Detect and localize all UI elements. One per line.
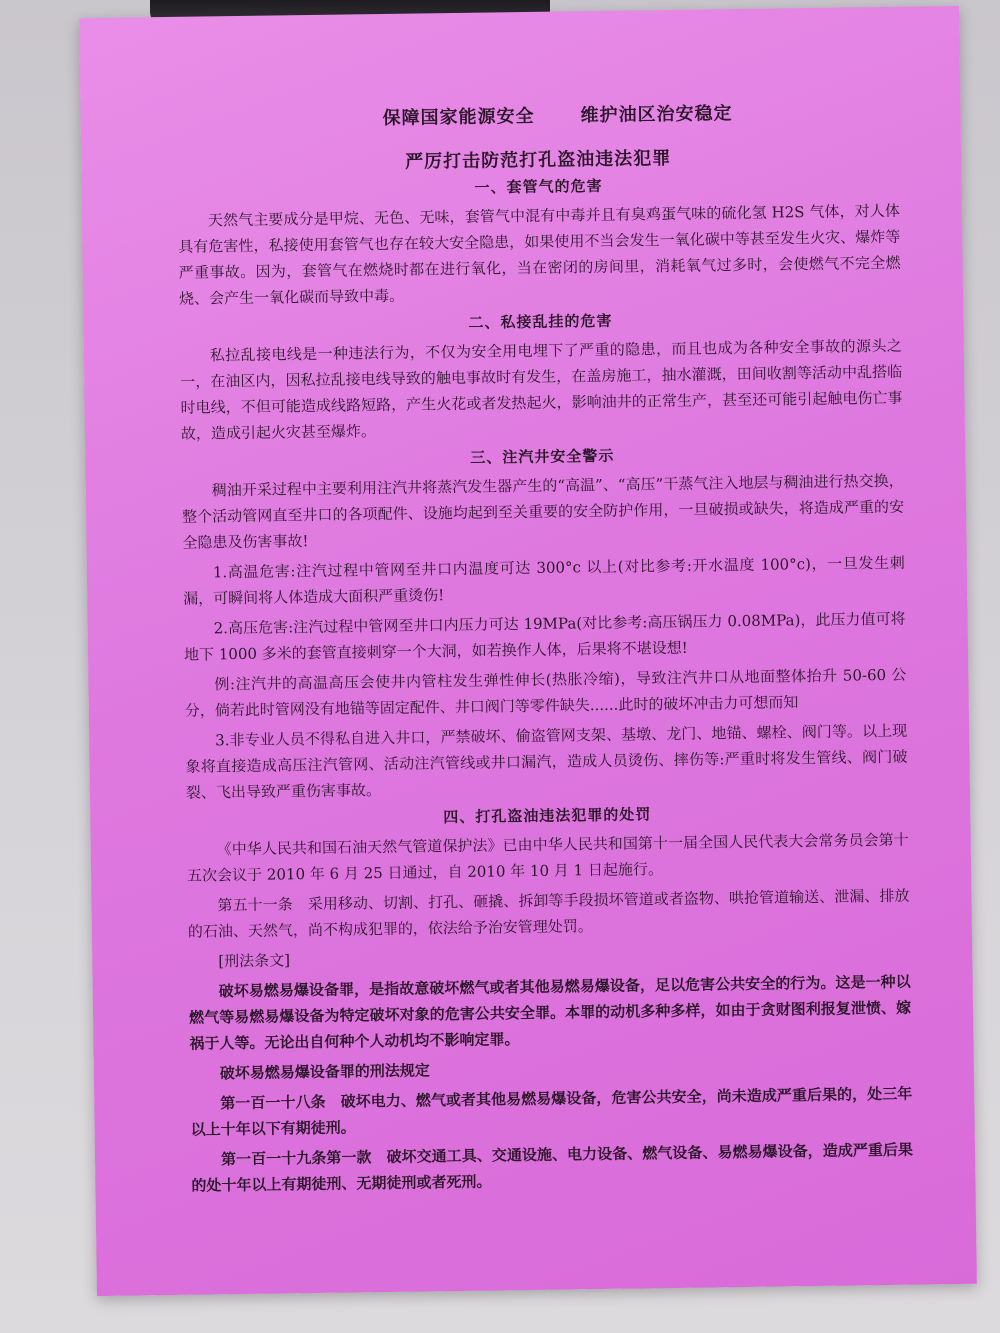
document-sheet xyxy=(79,6,977,1296)
paragraph: 2.高压危害:注汽过程中管网至井口内压力可达 19MPa(对比参考:高压锅压力 0.08MPa)，此压力值可将地下 1000 多米的套管直接刺穿一个大洞，如若换作人体，后果将不堪设想! xyxy=(183,609,906,664)
crime-definition: 破坏易燃易爆设备罪，是指故意破坏燃气或者其他易燃易爆设备，足以危害公共安全的行为。这是一种以燃气等易燃易爆设备为特定破坏对象的危害公共安全罪。本罪的动机多种多样，如由于贪财图利报复泄愤、嫁祸于人等。无论出自何种个人动机均不影响定罪。 xyxy=(188,972,912,1053)
paragraph: 第五十一条 采用移动、切割、打孔、砸撬、拆卸等手段损坏管道或者盗物、哄抢管道输送、泄漏、排放的石油、天然气，尚不构成犯罪的，依法给予治安管理处罚。 xyxy=(187,886,910,941)
document-title xyxy=(176,97,898,133)
section-heading: 二、私接乱挂的危害 xyxy=(468,311,613,332)
title-left: 保障国家能源安全 xyxy=(382,105,535,129)
article-118: 第一百一十八条 破坏电力、燃气或者其他易燃易爆设备，危害公共安全，尚未造成严重后果的，处三年以上十年以下有期徒刑。 xyxy=(190,1084,913,1139)
paragraph: 天然气主要成分是甲烷、无色、无味，套管气中混有中毒并且有臭鸡蛋气味的硫化氢 H2S 气体，对人体具有危害性，私接使用套管气也存在较大安全隐患，如果使用不当会发生一氧化碳中等甚至发生火灾、爆炸等严重事故。因为，套管气在燃烧时都在进行氧化，当在密闭的房间里，消耗氧气过多时，会使燃气不完全燃烧、会产生一氧化碳而导致中毒。 xyxy=(178,201,901,308)
title-right: 维护油区治安稳定 xyxy=(580,103,733,127)
penalty-heading: 破坏易燃易爆设备罪的刑法规定 xyxy=(219,1061,430,1083)
section-heading: 三、注汽井安全警示 xyxy=(470,446,615,467)
article-119: 第一百一十九条第一款 破坏交通工具、交通设施、电力设备、燃气设备、易燃易爆设备，造成严重后果的处十年以上有期徒刑、无期徒刑或者死刑。 xyxy=(191,1140,914,1195)
section-heading: 四、打孔盗油违法犯罪的处罚 xyxy=(443,805,652,827)
document-subtitle: 严厉打击防范打孔盗油违法犯罪 xyxy=(405,147,672,173)
section-heading: 一、套管气的危害 xyxy=(474,176,603,197)
paragraph: 私拉乱接电线是一种违法行为，不仅为安全用电埋下了严重的隐患，而且也成为各种安全事故的源头之一，在油区内，因私拉乱接电线导致的触电事故时有发生，在盖房施工，抽水灌溉，田间收割等活动中乱搭临时电线，不但可能造成线路短路，产生火花或者发热起火，影响油井的正常生产，甚至还可能引起触电伤亡事故，造成引起火灾甚至爆炸。 xyxy=(180,336,903,443)
paragraph: 1.高温危害:注汽过程中管网至井口内温度可达 300°c 以上(对比参考:开水温度 100°c)，一旦发生刺漏，可瞬间将人体造成大面积严重烫伤! xyxy=(183,553,905,608)
paragraph: 3.非专业人员不得私自进入井口，严禁破坏、偷盗管网支架、基墩、龙门、地锚、螺栓、阀门等。以上现象将直接造成高压注汽管网、活动注汽管线或井口漏汽，造成人员烫伤、摔伤等:严重时将发生管线、阀门破裂、飞出导致严重伤害事故。 xyxy=(185,721,908,802)
title-gap xyxy=(535,121,581,122)
paragraph: [刑法条文] xyxy=(218,951,291,971)
paragraph: 稠油开采过程中主要利用注汽井将蒸汽发生器产生的“高温”、“高压”干蒸气注入地层与稠油进行热交换，整个活动管网直至井口的各项配件、设施均起到至关重要的安全防护作用，一旦破损或缺失，将造成严重的安全隐患及伤害事故! xyxy=(181,471,905,552)
paragraph: 例:注汽井的高温高压会使井内管柱发生弹性伸长(热胀冷缩)，导致注汽井口从地面整体抬升 50-60 公分，倘若此时管网没有地锚等固定配件、井口阀门等零件缺失......此时的破坏冲击力可想而知 xyxy=(184,665,907,720)
paragraph: 《中华人民共和国石油天然气管道保护法》已由中华人民共和国第十一届全国人民代表大会常务员会第十五次会议于 2010 年 6 月 25 日通过，自 2010 年 10 月 1 日起施行。 xyxy=(186,830,909,885)
